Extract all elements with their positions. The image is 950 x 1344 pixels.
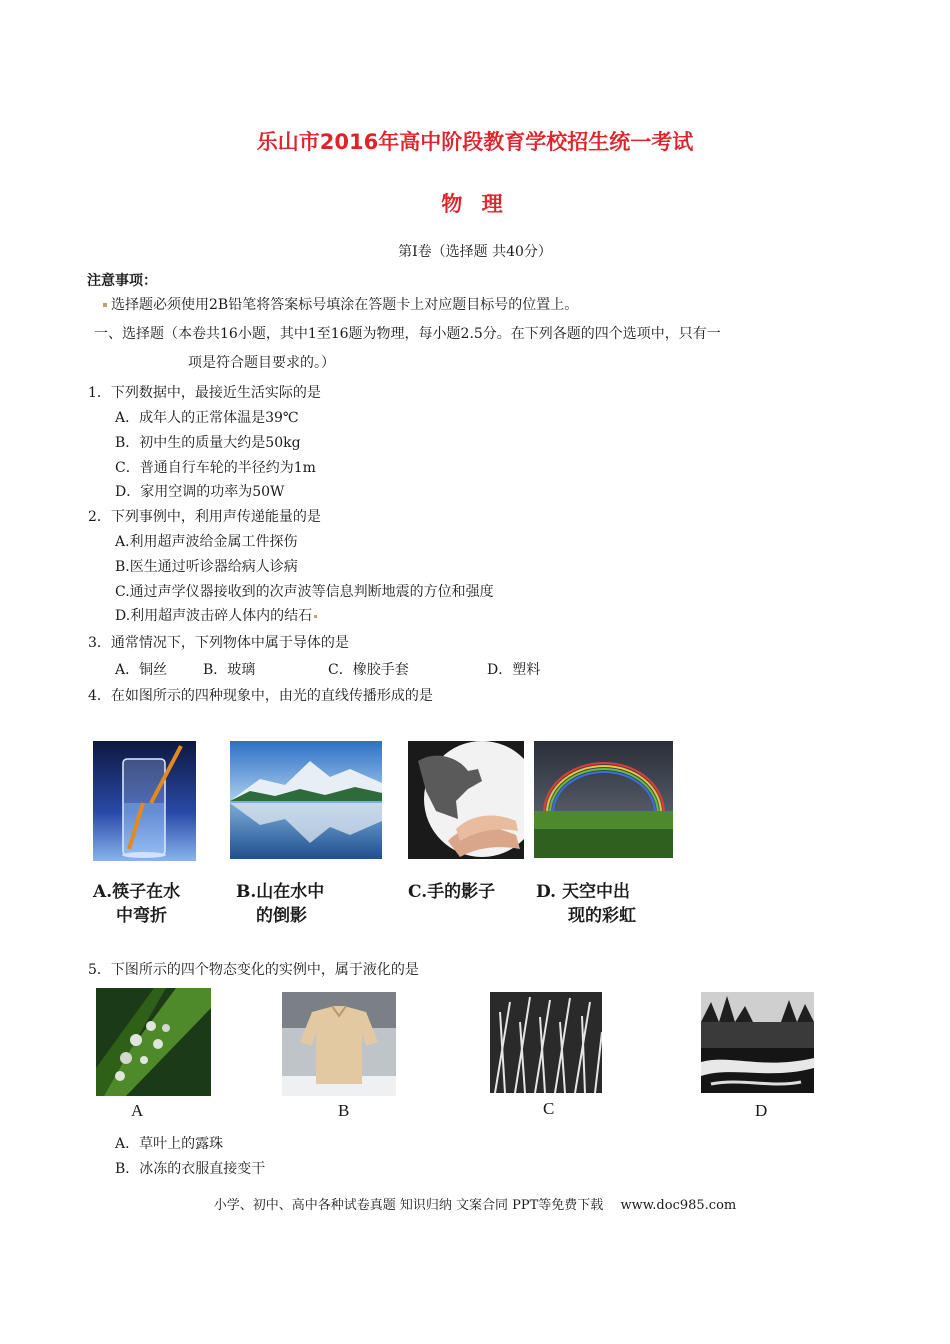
q4-image-d-rainbow xyxy=(534,741,673,858)
q4-image-b-mountain-reflection xyxy=(230,741,382,859)
q4-caption-a-line1: A.筷子在水 xyxy=(93,882,181,902)
q5-image-b-frozen-sweater xyxy=(282,992,396,1096)
q2-option-c: C.通过声学仪器接收到的次声波等信息判断地震的方位和强度 xyxy=(115,584,494,600)
bullet-icon xyxy=(103,303,107,307)
q2-option-d xyxy=(115,606,321,626)
q2-option-a: A.利用超声波给金属工件探伤 xyxy=(115,534,298,550)
q3-option-b: B．玻璃 xyxy=(203,662,256,678)
hand-shadow-illustration xyxy=(408,741,524,859)
q1-option-c: C．普通自行车轮的半径约为1m xyxy=(115,460,316,476)
q5-option-b: B．冰冻的衣服直接变干 xyxy=(115,1161,266,1177)
q4-caption-d-line1: D. 天空中出 xyxy=(536,882,630,902)
q4-stem: 4．在如图所示的四种现象中，由光的直线传播形成的是 xyxy=(88,688,433,704)
q5-option-a: A．草叶上的露珠 xyxy=(115,1136,224,1152)
q5-label-a: A xyxy=(131,1101,144,1120)
q1-option-b: B．初中生的质量大约是50kg xyxy=(115,435,301,451)
q1-option-d: D．家用空调的功率为50W xyxy=(115,484,285,500)
mountain-lake-illustration xyxy=(230,741,382,859)
glass-pencil-illustration xyxy=(93,741,196,861)
subject-title: 物 理 xyxy=(441,192,509,216)
page-footer: 小学、初中、高中各种试卷真题 知识归纳 文案合同 PPT等免费下载 www.doc985.com xyxy=(213,1198,737,1213)
rainbow-landscape-illustration xyxy=(534,741,673,858)
q1-option-a: A．成年人的正常体温是39℃ xyxy=(115,410,299,426)
notice-item xyxy=(103,295,578,315)
q5-image-d-icy-river xyxy=(701,992,814,1093)
q5-label-c: C xyxy=(543,1099,555,1118)
q3-option-a: A．铜丝 xyxy=(115,662,168,678)
q4-image-a-pencil-in-water xyxy=(93,741,196,861)
q4-caption-a-line2: 中弯折 xyxy=(116,906,167,926)
notice-text: 选择题必须使用2B铅笔将答案标号填涂在答题卡上对应题目标号的位置上。 xyxy=(111,297,579,313)
part1-instructions-line1: 一、选择题（本卷共16小题，其中1至16题为物理，每小题2.5分。在下列各题的四个选项中，只有一 xyxy=(94,326,721,342)
exam-title: 乐山市2016年高中阶段教育学校招生统一考试 xyxy=(256,130,694,154)
q4-caption-b-line1: B.山在水中 xyxy=(236,882,325,902)
q2-option-b: B.医生通过听诊器给病人诊病 xyxy=(115,559,298,575)
q4-caption-d-line2: 现的彩虹 xyxy=(568,906,636,926)
frozen-sweater-illustration xyxy=(282,992,396,1096)
bullet-icon xyxy=(314,615,317,618)
notice-heading: 注意事项： xyxy=(87,273,157,289)
q4-caption-c-line1: C.手的影子 xyxy=(408,882,496,902)
q5-image-c-frost-grass xyxy=(490,992,602,1093)
q3-stem: 3．通常情况下，下列物体中属于导体的是 xyxy=(88,635,349,651)
frost-grass-illustration xyxy=(490,992,602,1093)
q4-image-c-hand-shadow xyxy=(408,741,524,859)
q4-caption-b-line2: 的倒影 xyxy=(256,906,307,926)
q5-image-a-dew-drops xyxy=(96,988,211,1096)
q5-label-d: D xyxy=(755,1101,768,1120)
q5-label-b: B xyxy=(338,1101,350,1120)
icy-river-illustration xyxy=(701,992,814,1093)
q3-option-c: C．橡胶手套 xyxy=(328,662,409,678)
q3-option-d: D．塑料 xyxy=(487,662,541,678)
dew-drops-illustration xyxy=(96,988,211,1096)
section-heading: 第Ⅰ卷（选择题 共40分） xyxy=(398,244,552,260)
q2-option-d-text: D.利用超声波击碎人体内的结石 xyxy=(115,608,313,624)
part1-instructions-line2: 项是符合题目要求的。） xyxy=(188,355,335,371)
q1-stem: 1．下列数据中，最接近生活实际的是 xyxy=(88,385,321,401)
q5-stem: 5．下图所示的四个物态变化的实例中，属于液化的是 xyxy=(88,962,419,978)
q2-stem: 2．下列事例中，利用声传递能量的是 xyxy=(88,509,321,525)
